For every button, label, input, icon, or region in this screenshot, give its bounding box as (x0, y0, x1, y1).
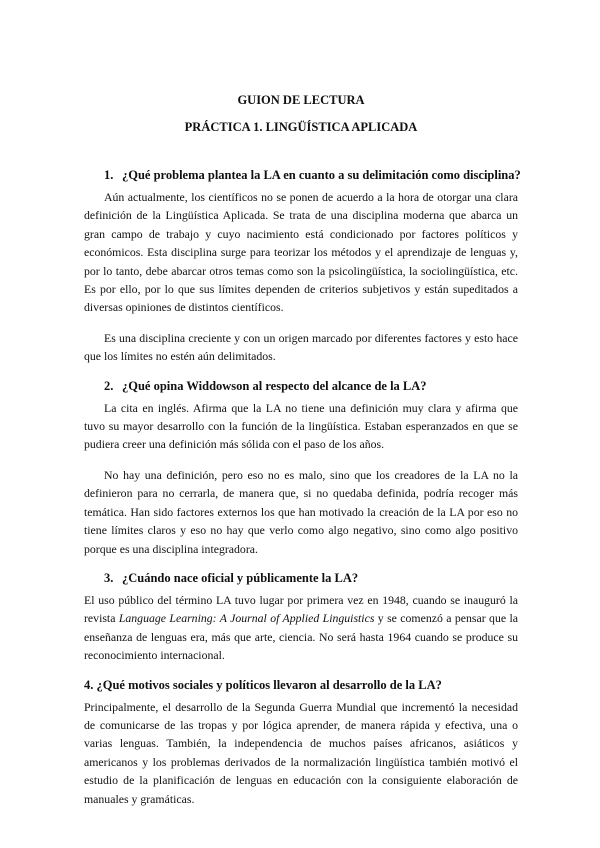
answer-paragraph: No hay una definición, pero eso no es malo, sino que los creadores de la LA no la definieron para no cerrarla, de manera que, si no quedaba definida, podría recoger más temática. Han sido factores externos los que han motivado la creación de la LA por eso no tiene límites claros y eso no hay que verlo como algo negativo, sino como algo positivo porque es una disciplina integradora. (84, 467, 518, 556)
question-3 (84, 570, 518, 587)
journal-title: Language Learning: A Journal of Applied Linguistics (118, 611, 375, 626)
question-text: ¿Cuándo nace oficial y públicamente la LA? (122, 570, 359, 585)
document-page (84, 92, 521, 820)
question-text: ¿Qué problema plantea la LA en cuanto a su delimitación como disciplina? (122, 168, 521, 182)
answer-paragraph (84, 591, 518, 665)
answer-text: y se comenzó a pensar que la enseñanza de lenguas era, más que arte, ciencia. No será hasta 1964 cuando se produce su reconocimiento internacional. (84, 611, 518, 663)
question-number: 1. (104, 168, 114, 182)
question-4: 4. ¿Qué motivos sociales y políticos llevaron al desarrollo de la LA? (84, 677, 442, 692)
question-number: 2. (104, 378, 114, 393)
answer-paragraph: La cita en inglés. Afirma que la LA no tiene una definición muy clara y afirma que tuvo su mayor desarrollo con la función de la lingüística. Estaban esperanzados en que se pudiera creer una definición más sólida con el paso de los años. (84, 400, 518, 452)
answer-paragraph: Es una disciplina creciente y con un origen marcado por diferentes factores y esto hace que los límites no estén aún delimitados. (84, 330, 518, 364)
question-number: 3. (104, 570, 114, 585)
question-2 (84, 378, 518, 395)
question-text: ¿Qué opina Widdowson al respecto del alcance de la LA? (122, 378, 427, 393)
answer-paragraph: Aún actualmente, los científicos no se ponen de acuerdo a la hora de otorgar una clara definición de la Lingüística Aplicada. Se trata de una disciplina moderna que abarca un gran campo de trabajo y cuyo nacimiento está condicionado por factores políticos y económicos. Esta disciplina surge para teorizar los métodos y el aprendizaje de lenguas y, por lo tanto, debe abarcar otros temas como son la psicolingüística, la sociolingüística, etc. Es por ello, por lo que sus límites dependen de criterios subjetivos y están supeditados a diversas opiniones de distintos científicos. (84, 190, 518, 315)
document-title: GUION DE LECTURA (237, 93, 365, 107)
answer-paragraph: Principalmente, el desarrollo de la Segunda Guerra Mundial que incrementó la necesidad de comunicarse de las tropas y por lógica aprender, de manera rápida y efectiva, una o varias lenguas. También, la independencia de muchos países africanos, asiáticos y americanos y los problemas derivados de la normalización lingüística también motivó el estudio de la planificación de lenguas en educación con la consiguiente elaboración de manuales y gramáticas. (84, 699, 518, 806)
document-subtitle: PRÁCTICA 1. LINGÜÍSTICA APLICADA (184, 120, 418, 134)
answer-text: El uso público del término LA tuvo lugar por primera vez en 1948, cuando se inauguró la revista (84, 592, 518, 626)
question-1 (84, 167, 521, 184)
